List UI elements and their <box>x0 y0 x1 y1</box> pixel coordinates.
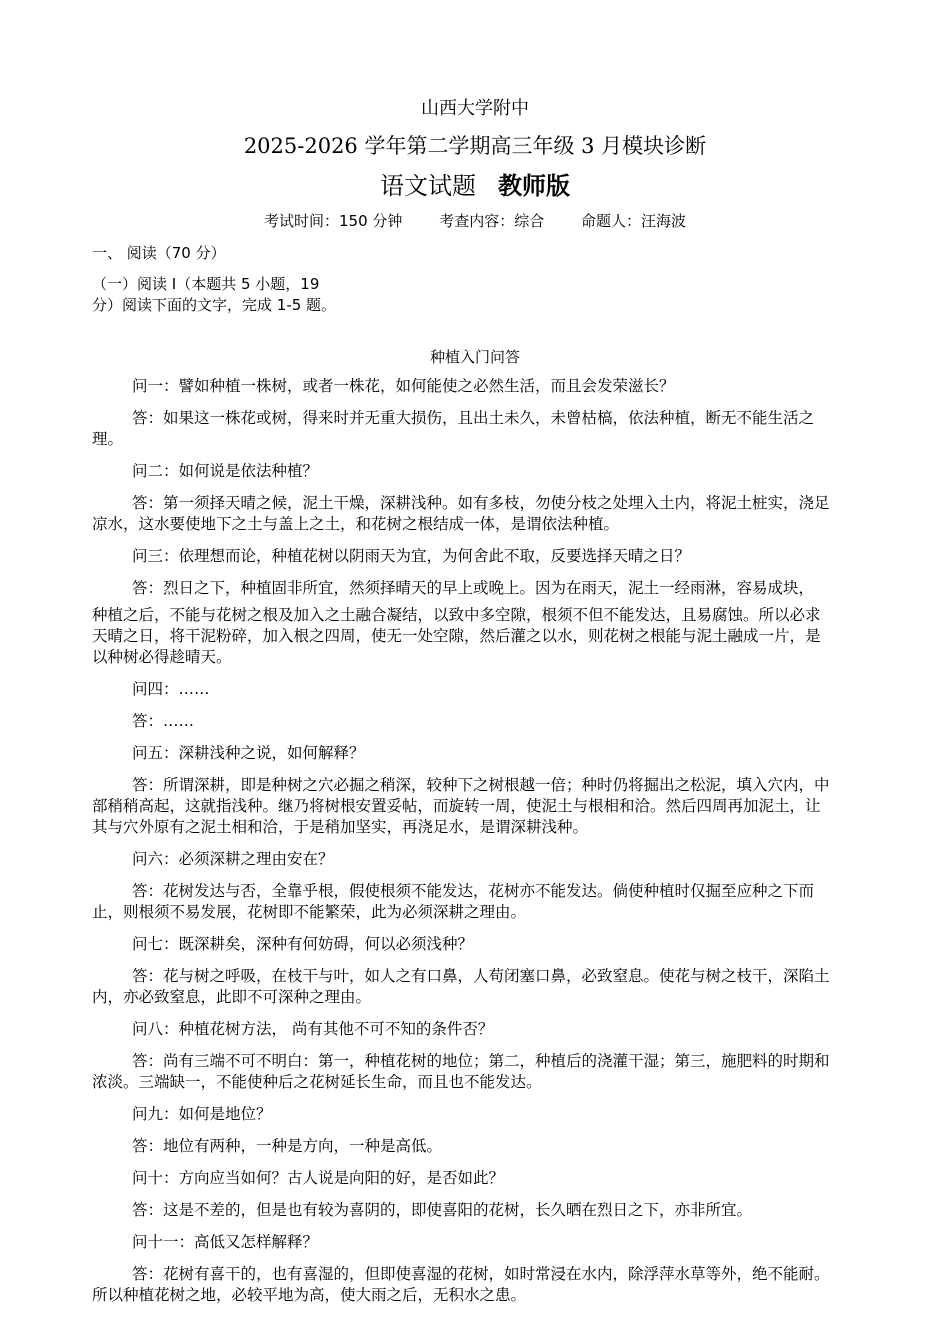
exam-time: 考试时间：150 分钟 <box>264 212 403 230</box>
subsection-title: （一）阅读 I（本题共 5 小题，19 分）阅读下面的文字，完成 1-5 题。 <box>92 275 337 314</box>
paragraph: 答：烈日之下，种植固非所宜，然须择晴天的早上或晚上。因为在雨天，泥土一经雨淋，容易成块， <box>132 579 815 597</box>
paragraph: 答：花树发达与否，全靠乎根，假使根须不能发达，花树亦不能发达。倘使种植时仅掘至应种之下而止，则根须不易发展，花树即不能繁荣，此为必须深耕之理由。 <box>92 882 815 921</box>
paragraph: 问七：既深耕矣，深种有何妨碍，何以必须浅种？ <box>132 935 474 953</box>
exam-meta <box>0 210 950 231</box>
paragraph: 问四：…… <box>132 680 210 698</box>
exam-content: 考查内容：综合 <box>439 212 545 230</box>
paragraph: 答：这是不差的，但是也有较为喜阴的，即使喜阳的花树，长久晒在烈日之下，亦非所宜。 <box>132 1201 753 1219</box>
article-body <box>92 376 832 1317</box>
section-title: 一、 阅读（70 分） <box>92 244 226 262</box>
paragraph: 问八：种植花树方法， 尚有其他不可不知的条件否？ <box>132 1020 494 1038</box>
paragraph: 问三：依理想而论，种植花树以阴雨天为宜，为何舍此不取，反要选择天晴之日？ <box>132 547 691 565</box>
paragraph: 答：花与树之呼吸，在枝干与叶，如人之有口鼻，人苟闭塞口鼻，必致窒息。使花与树之枝干，深陷土内，亦必致窒息，此即不可深种之理由。 <box>92 967 830 1006</box>
paragraph: 答：所谓深耕，即是种树之穴必掘之稍深，较种下之树根越一倍；种时仍将掘出之松泥，填入穴内，中部稍稍高起，这就指浅种。继乃将树根安置妥帖，而旋转一周，使泥土与根相和洽。然后四周再加泥土，让其与穴外原有之泥土相和洽，于是稍加坚实，再浇足水，是谓深耕浅种。 <box>92 776 830 836</box>
subject-name: 语文试题 <box>380 172 476 200</box>
paragraph: 答：…… <box>132 712 195 730</box>
paragraph: 答：地位有两种，一种是方向，一种是高低。 <box>132 1137 443 1155</box>
paragraph: 问九：如何是地位？ <box>132 1105 272 1123</box>
paragraph: 答：尚有三端不可不明白：第一，种植花树的地位；第二，种植后的浇灌干湿；第三，施肥料的时期和浓淡。三端缺一，不能使种后之花树延长生命，而且也不能发达。 <box>92 1052 830 1091</box>
paragraph: 问十：方向应当如何？古人说是向阳的好，是否如此？ <box>132 1169 505 1187</box>
paragraph: 种植之后，不能与花树之根及加入之土融合凝结，以致中多空隙，根须不但不能发达，且易腐蚀。所以必求天晴之日，将干泥粉碎，加入根之四周，使无一处空隙，然后灌之以水，则花树之根能与泥土融成一片，是以种树必得趁晴天。 <box>92 606 821 666</box>
paragraph: 问一：譬如种植一株树，或者一株花，如何能使之必然生活，而且会发荣滋长？ <box>132 377 675 395</box>
paragraph: 答：如果这一株花或树，得来时并无重大损伤，且出土未久，未曾枯槁，依法种植，断无不能生活之理。 <box>92 409 815 448</box>
exam-term: 2025-2026 学年第二学期高三年级 3 月模块诊断 <box>243 134 707 158</box>
subject-title <box>0 166 950 201</box>
paragraph: 问五：深耕浅种之说，如何解释？ <box>132 744 365 762</box>
article-title: 种植入门问答 <box>429 348 520 366</box>
paragraph: 问六：必须深耕之理由安在？ <box>132 850 334 868</box>
paragraph: 答：花树有喜干的，也有喜湿的，但即使喜湿的花树，如时常浸在水内，除浮萍水草等外，绝不能耐。所以种植花树之地，必较平地为高，使大雨之后，无积水之患。 <box>92 1265 830 1304</box>
paragraph: 问十一：高低又怎样解释？ <box>132 1233 319 1251</box>
paragraph: 问二：如何说是依法种植？ <box>132 462 319 480</box>
edition-label: 教师版 <box>498 172 570 200</box>
school-name: 山西大学附中 <box>421 98 529 119</box>
exam-author: 命题人：汪海波 <box>580 212 686 230</box>
paragraph: 答：第一须择天晴之候，泥土干燥，深耕浅种。如有多枝，勿使分枝之处埋入土内，将泥土桩实，浇足凉水，这水要使地下之土与盖上之土，和花树之根结成一体，是谓依法种植。 <box>92 494 830 533</box>
